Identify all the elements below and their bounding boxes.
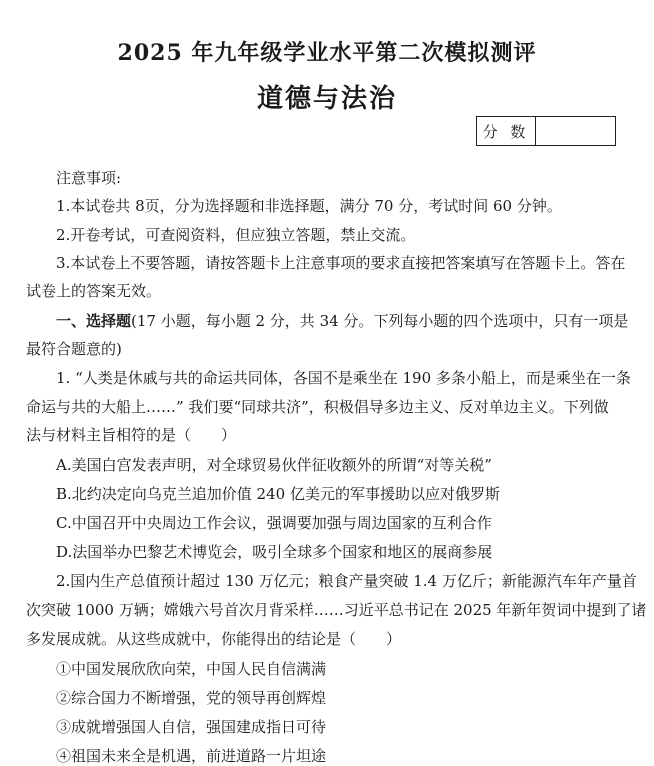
score-input-area[interactable] (536, 117, 615, 145)
section-description-cont: 最符合题意的) (26, 340, 122, 358)
section-description: (17 小题，每小题 2 分，共 34 分。下列每小题的四个选项中，只有一项是 (131, 312, 629, 330)
question-2-statement-4: ④祖国未来全是机遇，前进道路一片坦途 (56, 747, 327, 765)
question-1-text: 法与材料主旨相符的是（ ） (26, 426, 237, 444)
question-2-text: 2.国内生产总值预计超过 130 万亿元；粮食产量突破 1.4 万亿斤；新能源汽车年产量首 (56, 572, 637, 590)
question-1-option-d: D.法国举办巴黎艺术博览会，吸引全球多个国家和地区的展商参展 (56, 543, 493, 561)
question-1-option-b: B.北约决定向乌克兰追加价值 240 亿美元的军事援助以应对俄罗斯 (56, 485, 500, 503)
note-item: 3.本试卷上不要答题，请按答题卡上注意事项的要求直接把答案填写在答题卡上。答在 (56, 254, 626, 272)
question-2-statement-1: ①中国发展欣欣向荣，中国人民自信满满 (56, 660, 327, 678)
question-1-text: 1. “人类是休戚与共的命运共同体，各国不是乘坐在 190 多条小船上，而是乘坐在一条 (56, 369, 631, 387)
score-box (476, 116, 616, 146)
notes-title: 注意事项: (56, 169, 122, 187)
note-item: 1.本试卷共 8页，分为选择题和非选择题，满分 70 分，考试时间 60 分钟。 (56, 197, 562, 215)
exam-title: 2025 年九年级学业水平第二次模拟测评 (117, 40, 537, 66)
section-heading-line (56, 311, 628, 331)
question-2-text: 次突破 1000 万辆；嫦娥六号首次月背采样……习近平总书记在 2025 年新年贺词中提到了诸 (26, 601, 647, 619)
question-1-text: 命运与共的大船上……” 我们要“同球共济”，积极倡导多边主义、反对单边主义。下列做 (26, 398, 609, 416)
note-item: 试卷上的答案无效。 (26, 282, 162, 300)
note-item: 2.开卷考试，可查阅资料，但应独立答题，禁止交流。 (56, 226, 416, 244)
question-2-text: 多发展成就。从这些成就中，你能得出的结论是（ ） (26, 630, 402, 648)
score-label: 分 数 (477, 117, 536, 145)
subject-title: 道德与法治 (256, 84, 397, 114)
section-heading: 一、选择题 (56, 312, 132, 330)
question-2-statement-3: ③成就增强国人自信，强国建成指日可待 (56, 718, 327, 736)
question-1-option-a: A.美国白宫发表声明，对全球贸易伙伴征收额外的所谓“对等关税” (56, 456, 492, 474)
question-2-statement-2: ②综合国力不断增强，党的领导再创辉煌 (56, 689, 327, 707)
question-1-option-c: C.中国召开中央周边工作会议，强调要加强与周边国家的互利合作 (56, 514, 492, 532)
